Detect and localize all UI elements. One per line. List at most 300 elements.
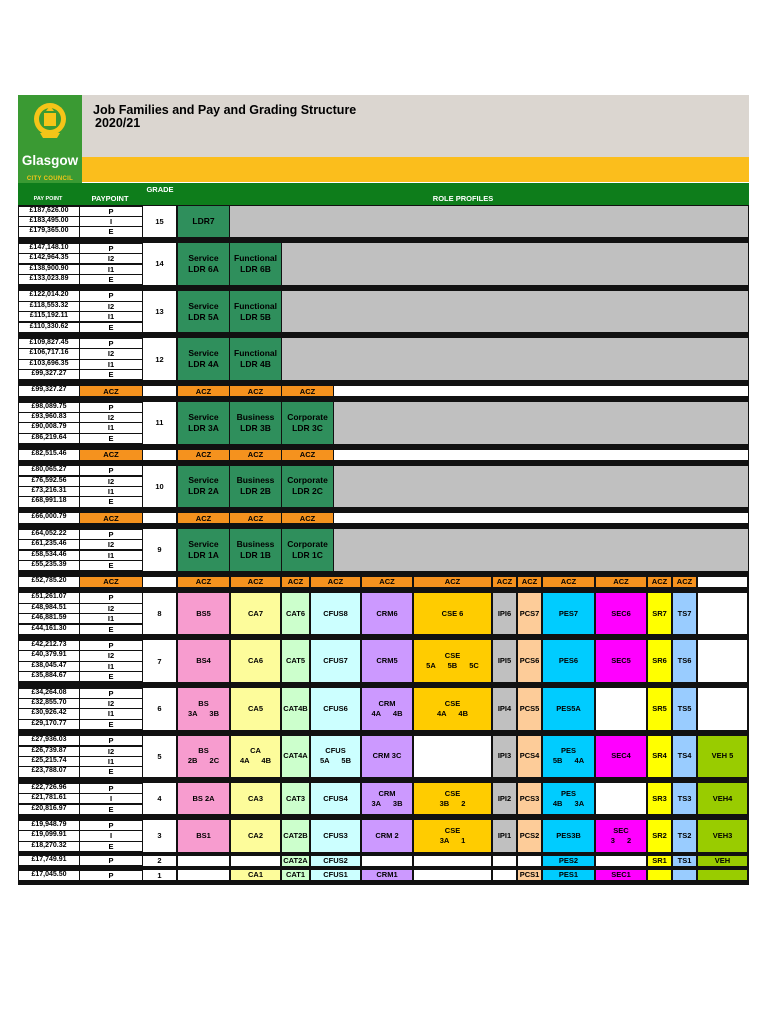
leadership-role-cell: [282, 466, 333, 508]
leadership-role-cell: [178, 338, 229, 380]
grade-number: 12: [143, 338, 176, 380]
role-label: VEH4: [712, 793, 733, 803]
role-label: CRM: [378, 788, 396, 798]
acz-pay-value: £82,515.46: [19, 450, 79, 460]
role-label: PCS6: [519, 656, 540, 666]
role-label: SEC1: [611, 870, 631, 880]
paypoint-code: P: [80, 689, 142, 698]
role-label: PCS4: [519, 751, 540, 761]
role-label: CA1: [247, 870, 263, 880]
pay-point-value: £76,592.56: [19, 477, 79, 486]
role-label: SR4: [652, 751, 667, 761]
role-label: PCS5: [519, 703, 540, 713]
acz-role-cell: ACZ: [282, 577, 309, 587]
paypoint-code: I1: [80, 487, 142, 496]
role-cell: [178, 640, 229, 682]
paypoint-code: E: [80, 275, 142, 284]
role-label: TS2: [677, 830, 692, 840]
role-label: LDR 3C: [292, 422, 323, 433]
paypoint-code: P: [80, 593, 142, 602]
paypoint-code: I2: [80, 413, 142, 422]
role-label: BS5: [196, 608, 211, 618]
role-label: CA7: [247, 608, 263, 618]
role-cell: [311, 870, 360, 880]
role-cell: [493, 783, 516, 814]
acz-role-cell: ACZ: [282, 450, 333, 460]
pay-point-value: £106,717.16: [19, 349, 79, 358]
grade-number: 5: [143, 736, 176, 778]
role-cell: [596, 640, 646, 682]
role-sublabel: 4A 4B: [240, 756, 271, 766]
role-label: PES7: [558, 608, 579, 618]
role-label: LDR 6A: [188, 263, 219, 274]
role-label: CFUS: [325, 746, 346, 756]
role-cell: [282, 856, 309, 866]
role-label: Service: [188, 348, 219, 359]
paypoint-code: E: [80, 805, 142, 814]
pay-grade-grid: [18, 205, 749, 885]
role-cell: [518, 870, 541, 880]
leadership-role-cell: [230, 402, 281, 444]
role-label: IPI6: [497, 608, 512, 618]
leadership-role-cell: [230, 291, 281, 333]
role-cell: [673, 820, 696, 851]
role-sublabel: 5A 5B 5C: [426, 661, 479, 671]
pay-point-value: £17,045.50: [19, 871, 79, 880]
grade-number: 3: [143, 820, 176, 851]
acz-role-cell: ACZ: [230, 513, 281, 523]
role-cell: [362, 736, 412, 778]
acz-role-cell: ACZ: [648, 577, 671, 587]
role-label: PCS3: [519, 793, 540, 803]
pay-point-value: £90,008.79: [19, 423, 79, 432]
role-cell: [178, 870, 229, 880]
acz-role-cell: ACZ: [543, 577, 594, 587]
role-label: CFUS6: [323, 703, 348, 713]
role-label: BS4: [196, 656, 211, 666]
role-cell: [282, 783, 309, 814]
paypoint-code: P: [80, 291, 142, 300]
acz-role-cell: ACZ: [673, 577, 696, 587]
crest-icon: [32, 101, 68, 141]
paypoint-code: I2: [80, 254, 142, 263]
role-cell: [493, 688, 516, 730]
grade-number: 1: [143, 870, 176, 880]
pay-point-value: £30,926.42: [19, 709, 79, 718]
pay-point-value: £86,219.64: [19, 434, 79, 443]
role-label: CAT3: [285, 793, 306, 803]
role-cell: [414, 783, 491, 814]
role-cell: [698, 783, 747, 814]
role-label: CSE: [444, 651, 461, 661]
pay-point-value: £93,960.83: [19, 413, 79, 422]
role-label: CRM 2: [375, 830, 399, 840]
pay-point-value: £32,855.70: [19, 699, 79, 708]
pay-point-value: £55,235.39: [19, 561, 79, 570]
acz-pay-value: £52,785.20: [19, 577, 79, 587]
role-label: PES1: [558, 870, 579, 880]
pay-point-value: £38,045.47: [19, 662, 79, 671]
role-label: PES3B: [556, 830, 581, 840]
role-cell: [231, 783, 280, 814]
acz-empty-cell: [698, 577, 747, 587]
pay-point-value: £122,014.20: [19, 291, 79, 300]
role-label: LDR 4B: [240, 359, 271, 370]
role-cell: [311, 593, 360, 635]
acz-role-cell: ACZ: [178, 386, 229, 396]
pay-point-value: £20,816.97: [19, 805, 79, 814]
role-cell: [596, 593, 646, 635]
paypoint-code: P: [80, 530, 142, 539]
paypoint-code: I1: [80, 265, 142, 274]
role-cell: [282, 820, 309, 851]
acz-role-cell: ACZ: [231, 577, 280, 587]
pay-point-value: £25,215.74: [19, 757, 79, 766]
paypoint-code: I2: [80, 699, 142, 708]
pay-point-value: £61,235.46: [19, 540, 79, 549]
grade-number: 8: [143, 593, 176, 635]
pay-point-value: £58,534.46: [19, 551, 79, 560]
role-label: CSE: [444, 788, 461, 798]
role-label: TS5: [677, 703, 692, 713]
role-label: Service: [188, 475, 219, 486]
role-label: CAT4A: [283, 751, 308, 761]
role-sublabel: 3A 3B: [371, 798, 403, 808]
grade-empty: [143, 577, 176, 587]
role-label: CRM: [378, 698, 396, 708]
paypoint-code: E: [80, 625, 142, 634]
role-label: LDR 3B: [240, 422, 271, 433]
role-label: SR2: [652, 830, 667, 840]
paypoint-code: I: [80, 831, 142, 840]
role-label: Corporate: [287, 411, 328, 422]
acz-role-cell: ACZ: [178, 450, 229, 460]
paypoint-code: P: [80, 641, 142, 650]
role-label: CSE 6: [441, 608, 464, 618]
role-cell: [178, 820, 229, 851]
role-label: IPI4: [497, 703, 512, 713]
role-label: CSE: [444, 825, 461, 835]
role-cell: [178, 688, 229, 730]
role-cell: [282, 736, 309, 778]
role-label: BS: [198, 698, 209, 708]
pay-point-value: £183,495.00: [19, 217, 79, 226]
pay-point-value: £46,881.59: [19, 614, 79, 623]
glasgow-logo: [18, 95, 82, 183]
acz-role-cell: ACZ: [362, 577, 412, 587]
role-label: IPI2: [497, 793, 512, 803]
page-title: [93, 104, 356, 130]
role-cell: [311, 783, 360, 814]
role-cell: [543, 820, 594, 851]
role-cell: [596, 736, 646, 778]
leadership-role-cell: [178, 529, 229, 571]
paypoint-code: P: [80, 244, 142, 253]
role-cell: [698, 870, 747, 880]
role-label: CFUS7: [323, 656, 348, 666]
paypoint-header: PAYPOINT: [91, 194, 129, 203]
role-label: SR6: [652, 656, 667, 666]
role-label: CRM1: [376, 870, 398, 880]
pay-point-value: £98,089.75: [19, 403, 79, 412]
role-label: CAT2A: [283, 855, 308, 865]
role-cell: [543, 593, 594, 635]
role-label: Service: [188, 300, 219, 311]
role-cell: [493, 870, 516, 880]
role-cell: [648, 593, 671, 635]
role-label: LDR 1C: [292, 549, 323, 560]
role-cell: [648, 870, 671, 880]
role-label: Business: [236, 475, 275, 486]
role-sublabel: 4A 4B: [437, 708, 468, 718]
pay-point-value: £133,023.89: [19, 275, 79, 284]
role-cell: [362, 688, 412, 730]
role-cell: [311, 640, 360, 682]
title-text: Job Families and Pay and Grading Structure: [93, 103, 357, 117]
role-cell: [362, 820, 412, 851]
role-cell: [178, 736, 229, 778]
paypoint-code: I2: [80, 604, 142, 613]
acz-role-cell: ACZ: [282, 513, 333, 523]
paypoint-code: P: [80, 856, 142, 865]
role-cell: [493, 640, 516, 682]
paypoint-code: E: [80, 323, 142, 332]
role-label: LDR 5B: [240, 311, 271, 322]
paypoint-code: I2: [80, 540, 142, 549]
role-label: LDR 5A: [188, 311, 219, 322]
paypoint-code: I2: [80, 747, 142, 756]
role-cell: [362, 856, 412, 866]
leadership-role-cell: [178, 291, 229, 333]
role-cell: [596, 870, 646, 880]
leadership-role-cell: [178, 206, 229, 237]
role-label: SEC5: [611, 656, 631, 666]
role-label: SR3: [652, 793, 667, 803]
paypoint-code: P: [80, 466, 142, 475]
role-sublabel: 3A 3B: [188, 708, 219, 718]
role-cell: [282, 593, 309, 635]
role-cell: [493, 856, 516, 866]
role-cell: [543, 640, 594, 682]
paypoint-code: E: [80, 561, 142, 570]
role-cell: [648, 640, 671, 682]
empty-role-area: [334, 466, 748, 508]
role-label: BS 2A: [192, 793, 215, 803]
role-cell: [648, 783, 671, 814]
paypoint-code: I2: [80, 349, 142, 358]
pay-point-value: £147,148.10: [19, 244, 79, 253]
role-label: TS3: [677, 793, 692, 803]
pay-point-value: £40,379.91: [19, 651, 79, 660]
pay-point-value: £68,991.18: [19, 497, 79, 506]
grade-number: 4: [143, 783, 176, 814]
role-label: IPI5: [497, 656, 512, 666]
role-cell: [648, 820, 671, 851]
paypoint-code: P: [80, 207, 142, 216]
acz-empty-area: [334, 386, 748, 396]
acz-role-cell: ACZ: [518, 577, 541, 587]
logo-subtext: CITY COUNCIL: [18, 175, 82, 183]
pay-point-value: £73,216.31: [19, 487, 79, 496]
role-cell: [282, 870, 309, 880]
paypoint-code: I2: [80, 477, 142, 486]
role-label: LDR7: [192, 216, 215, 227]
paypoint-code: E: [80, 227, 142, 236]
role-cell: [231, 736, 280, 778]
role-cell: [414, 736, 491, 778]
role-label: SEC: [613, 825, 629, 835]
role-label: LDR 2A: [188, 486, 219, 497]
role-cell: [596, 856, 646, 866]
pay-point-value: £187,626.00: [19, 207, 79, 216]
role-cell: [518, 736, 541, 778]
role-cell: [518, 640, 541, 682]
pay-point-value: £23,788.07: [19, 767, 79, 776]
role-label: LDR 4A: [188, 359, 219, 370]
role-cell: [178, 783, 229, 814]
role-label: CFUS2: [323, 855, 348, 865]
leadership-role-cell: [230, 529, 281, 571]
role-cell: [231, 640, 280, 682]
empty-role-area: [230, 206, 748, 237]
paypoint-code: I: [80, 217, 142, 226]
role-label: Service: [188, 411, 219, 422]
role-cell: [231, 688, 280, 730]
role-cell: [362, 783, 412, 814]
pay-point-value: £27,936.03: [19, 736, 79, 745]
role-label: CAT2B: [283, 830, 308, 840]
paypoint-code: I1: [80, 312, 142, 321]
role-label: CFUS3: [323, 830, 348, 840]
grade-number: 15: [143, 206, 176, 237]
role-cell: [178, 856, 229, 866]
role-cell: [673, 783, 696, 814]
role-cell: [414, 820, 491, 851]
role-label: LDR 1B: [240, 549, 271, 560]
role-sublabel: 5B 4A: [552, 756, 585, 766]
role-label: LDR 3A: [188, 422, 219, 433]
paypoint-code: I1: [80, 360, 142, 369]
role-cell: [596, 783, 646, 814]
role-sublabel: 4A 4B: [371, 708, 403, 718]
role-label: TS6: [677, 656, 692, 666]
role-label: PCS2: [519, 830, 540, 840]
role-sublabel: 5A 5B: [320, 756, 351, 766]
grade-empty: [143, 513, 176, 523]
acz-role-cell: ACZ: [178, 577, 229, 587]
role-cell: [648, 856, 671, 866]
role-label: CFUS4: [323, 793, 348, 803]
role-label: CA3: [247, 793, 263, 803]
role-label: PES6: [558, 656, 579, 666]
role-label: PES5A: [556, 703, 581, 713]
role-cell: [673, 593, 696, 635]
role-cell: [493, 736, 516, 778]
role-label: VEH: [714, 855, 731, 865]
role-cell: [311, 736, 360, 778]
role-cell: [673, 736, 696, 778]
pay-point-value: £42,212.73: [19, 641, 79, 650]
role-cell: [414, 870, 491, 880]
role-label: LDR 2B: [240, 486, 271, 497]
acz-role-cell: ACZ: [493, 577, 516, 587]
grade-number: 2: [143, 856, 176, 866]
paypoint-code: P: [80, 784, 142, 793]
paypoint-code: I: [80, 794, 142, 803]
role-cell: [648, 688, 671, 730]
acz-label: ACZ: [80, 450, 142, 460]
acz-label: ACZ: [80, 577, 142, 587]
role-cell: [414, 640, 491, 682]
acz-pay-value: £99,327.27: [19, 386, 79, 396]
role-label: CAT5: [285, 656, 306, 666]
role-cell: [414, 688, 491, 730]
role-label: Business: [236, 538, 275, 549]
role-label: VEH3: [712, 830, 733, 840]
pay-point-value: £142,964.35: [19, 254, 79, 263]
leadership-role-cell: [178, 243, 229, 285]
role-cell: [648, 736, 671, 778]
role-label: SR7: [652, 608, 667, 618]
role-cell: [311, 856, 360, 866]
pay-point-value: £109,827.45: [19, 339, 79, 348]
paypoint-code: E: [80, 842, 142, 851]
paypoint-code: P: [80, 871, 142, 880]
role-cell: [231, 870, 280, 880]
leadership-role-cell: [230, 338, 281, 380]
role-cell: [673, 856, 696, 866]
role-sublabel: 2B 2C: [187, 756, 220, 766]
pay-point-value: £18,270.32: [19, 842, 79, 851]
acz-role-cell: ACZ: [230, 386, 281, 396]
role-label: TS7: [677, 608, 692, 618]
acz-empty-area: [334, 450, 748, 460]
grade-number: 9: [143, 529, 176, 571]
role-label: Service: [188, 538, 219, 549]
paypoint-code: E: [80, 720, 142, 729]
grade-empty: [143, 386, 176, 396]
pay-point-value: £51,261.07: [19, 593, 79, 602]
acz-role-cell: ACZ: [414, 577, 491, 587]
empty-role-area: [334, 402, 748, 444]
role-label: Service: [188, 252, 219, 263]
paypoint-code: E: [80, 767, 142, 776]
leadership-role-cell: [178, 402, 229, 444]
pay-point-value: £17,749.91: [19, 856, 79, 865]
pay-point-value: £103,696.35: [19, 360, 79, 369]
acz-role-cell: ACZ: [282, 386, 333, 396]
role-label: CA5: [247, 703, 263, 713]
paypoint-code: P: [80, 736, 142, 745]
role-label: Corporate: [287, 475, 328, 486]
acz-role-cell: ACZ: [230, 450, 281, 460]
role-cell: [231, 856, 280, 866]
paypoint-code: E: [80, 370, 142, 379]
pay-point-value: £19,099.91: [19, 831, 79, 840]
paypoint-code: I2: [80, 651, 142, 660]
role-label: CRM 3C: [372, 751, 402, 761]
role-cell: [493, 593, 516, 635]
role-label: VEH 5: [711, 751, 734, 761]
pay-point-value: £115,192.11: [19, 312, 79, 321]
role-cell: [698, 820, 747, 851]
role-cell: [543, 736, 594, 778]
pay-point-value: £48,984.51: [19, 604, 79, 613]
role-label: CAT4B: [283, 703, 308, 713]
role-cell: [362, 593, 412, 635]
pay-point-value: £35,884.67: [19, 672, 79, 681]
role-label: CFUS8: [323, 608, 348, 618]
